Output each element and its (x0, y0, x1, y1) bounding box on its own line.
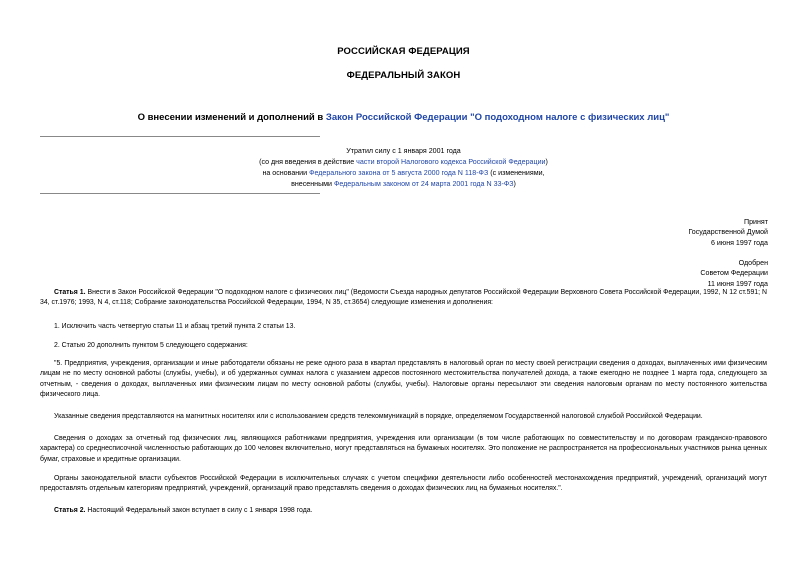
article-2-text: Настоящий Федеральный закон вступает в силу с 1 января 1998 года. (85, 507, 313, 514)
divider-bottom (40, 193, 320, 194)
title-prefix: О внесении изменений и дополнений в (137, 112, 326, 123)
new-point-5-paragraph-1: "5. Предприятия, учреждения, организации и иные работодатели обязаны не реже одного раза в квартал представлять в налоговый орган по месту своей регистрации сведения о доходах, выплаченных ими физическим лицам не по месту основной работы (службы, учебы), и об удержанных суммах налога с указанием адресов постоянного местожительства получателей дохода, а также ежегодно не позднее 1 марта года, следующего за отчетным, - сведения о доходах, выплаченных ими физическим лицам по месту основной работы (службы, учебы). Налоговые органы пересылают эти сведения налоговым органам по месту постоянного жительства физического лица. (40, 360, 767, 399)
accepted-line3: 6 июня 1997 года (711, 238, 768, 247)
approved-line1: Одобрен (738, 259, 768, 267)
validity-note-line4 (0, 179, 807, 189)
accepted-line1: Принят (743, 218, 768, 226)
title-law-link[interactable]: Закон Российской Федерации "О подоходном налоге с физических лиц" (325, 112, 670, 123)
approved-line2: Советом Федерации (700, 269, 768, 278)
note4-prefix: внесенными (291, 180, 334, 188)
approved-line3: 11 июня 1997 года (707, 279, 768, 288)
article-1-label: Статья 1. (54, 289, 86, 296)
note4-suffix: ) (513, 180, 516, 188)
new-point-5-paragraph-4: Органы законодательной власти субъектов Российской Федерации в исключительных случаях с учетом специфики деятельности либо особенностей местонахождения предприятий, учреждений, организаций могут предоставлять отдельным категориям предприятий, учреждений, организаций право представлять сведения о доходах физических лиц на бумажных носителях.". (40, 475, 767, 493)
article-1-item-2: 2. Статью 20 дополнить пунктом 5 следующего содержания: (54, 342, 248, 349)
country-heading: РОССИЙСКАЯ ФЕДЕРАЦИЯ (337, 46, 470, 57)
article-1 (40, 288, 767, 309)
note3-suffix: (с изменениями, (488, 169, 545, 177)
validity-note-line1: Утратил силу с 1 января 2001 года (346, 147, 461, 155)
note2-prefix: (со дня введения в действие (259, 158, 357, 166)
accepted-block (688, 217, 768, 248)
law-type-heading: ФЕДЕРАЛЬНЫЙ ЗАКОН (346, 70, 461, 81)
approved-block (700, 258, 768, 289)
validity-note-line3 (0, 168, 807, 178)
federal-law-118-link[interactable]: Федерального закона от 5 августа 2000 года N 118-ФЗ (309, 169, 489, 177)
article-1-text: Внести в Закон Российской Федерации "О подоходном налоге с физических лиц" (Ведомости Съезда народных депутатов Российской Федерации Верховного Совета Российской Федерации, 1992, N 12 ст.591; N 34, ст.1976; 1993, N 4, ст.118; Собрание законодательства Российской Федерации, 1994, N 35, ст.3654) следующие изменения и дополнения: (40, 289, 767, 307)
federal-law-33-link[interactable]: Федеральным законом от 24 марта 2001 года N 33-ФЗ (333, 180, 514, 188)
new-point-5-paragraph-2: Указанные сведения представляются на магнитных носителях или с использованием средств телекоммуникаций в порядке, определяемом Государственной налоговой службой Российской Федерации. (54, 413, 703, 420)
article-1-item-1: 1. Исключить часть четвертую статьи 11 и абзац третий пункта 2 статьи 13. (54, 323, 296, 330)
divider-top (40, 136, 320, 137)
document-title (0, 112, 807, 123)
new-point-5-paragraph-3: Сведения о доходах за отчетный год физических лиц, являющихся работниками предприятия, учреждения или организации (в том числе работающих по совместительству и по договорам гражданско-правового характера) со среднесписочной численностью работающих до 100 человек включительно, могут представляться на бумажных носителях. Это положение не распространяется на профессиональных участников рынка ценных бумаг, страховые и кредитные организации. (40, 435, 767, 463)
tax-code-link[interactable]: части второй Налогового кодекса Российской Федерации (356, 158, 546, 166)
validity-note-line2 (0, 157, 807, 167)
accepted-line2: Государственной Думой (688, 228, 768, 237)
article-2-label: Статья 2. (54, 507, 86, 514)
article-2 (40, 506, 767, 516)
note2-suffix: ) (545, 158, 548, 166)
note3-prefix: на основании (262, 169, 310, 177)
